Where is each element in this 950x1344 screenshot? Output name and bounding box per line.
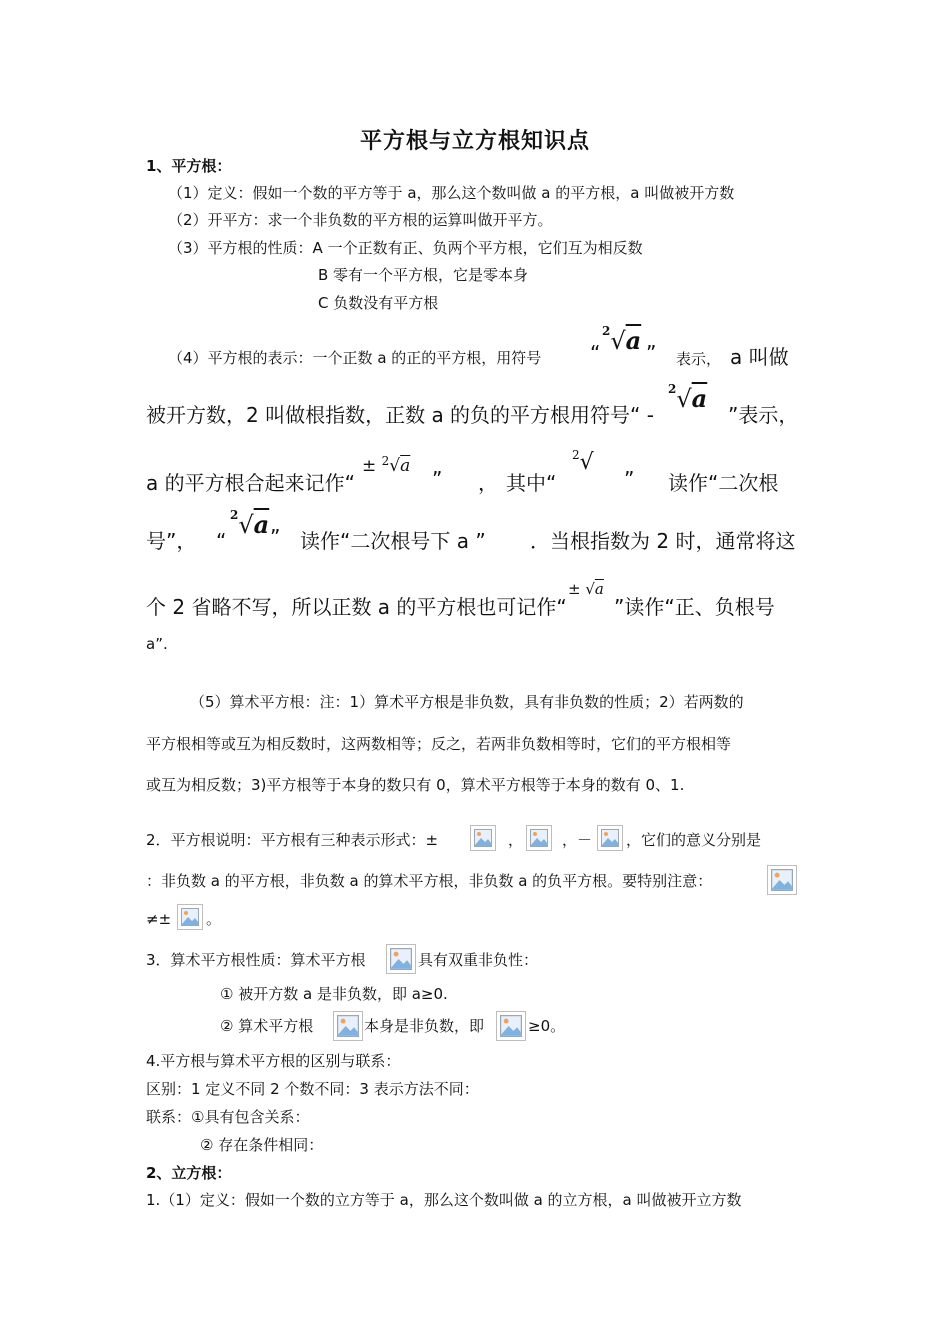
nonneg-item-2b: 本身是非负数，即 xyxy=(364,1017,485,1035)
quote-close-3: ” xyxy=(624,467,635,491)
image-placeholder-icon xyxy=(386,944,416,974)
arith-property-line: 3．算术平方根性质：算术平方根 xyxy=(146,951,366,969)
quote-open: “ xyxy=(590,341,601,365)
root-symbol-neg: $^2$√a xyxy=(668,382,708,413)
section-heading-cube-root: 2、立方根： xyxy=(146,1164,232,1182)
image-placeholder-icon xyxy=(177,904,203,930)
sqrt-notes-line-1-end: ，它们的意义分别是 xyxy=(626,831,762,849)
page-title: 平方根与立方根知识点 xyxy=(359,129,590,154)
arith-root-line-3: 或互为相反数；3)平方根等于本身的数只有 0，算术平方根等于本身的数有 0、1. xyxy=(146,776,685,794)
representation-line-5: 个 2 省略不写，所以正数 a 的平方根也可记作“ xyxy=(146,595,567,619)
representation-line-4c: ．当根指数为 2 时，通常将这 xyxy=(530,529,796,553)
quote-close-4: ” xyxy=(270,525,281,549)
comma-1: ， xyxy=(508,831,524,849)
pm-sqrt-symbol: ± √a xyxy=(568,580,604,598)
representation-text: 表示， xyxy=(676,350,722,368)
difference-line: 区别：1 定义不同 2 个数不同：3 表示方法不同： xyxy=(146,1080,479,1098)
image-placeholder-icon xyxy=(470,825,496,851)
arith-property-line-end: 具有双重非负性： xyxy=(418,951,539,969)
nonneg-item-1: ① 被开方数 a 是非负数，即 a≥0. xyxy=(220,985,448,1003)
property-c-line: C 负数没有平方根 xyxy=(318,294,439,312)
image-placeholder-icon xyxy=(597,825,623,851)
representation-line-3: a 的平方根合起来记作“ xyxy=(146,471,355,495)
quote-open-4: “ xyxy=(216,529,227,553)
relation-line-2: ② 存在条件相同： xyxy=(200,1136,324,1154)
quote-close-2: ” xyxy=(432,467,443,491)
sqrt-notes-line-2: ：非负数 a 的平方根，非负数 a 的算术平方根，非负数 a 的负平方根。要特别注意： xyxy=(146,872,713,890)
nonneg-item-2c: ≥0。 xyxy=(528,1017,566,1035)
period: 。 xyxy=(206,910,222,928)
representation-line-3b: 其中“ xyxy=(506,471,557,495)
image-placeholder-icon xyxy=(496,1011,526,1041)
representation-line-4: 号”， xyxy=(146,529,197,553)
cube-root-definition: 1.（1）定义：假如一个数的立方等于 a，那么这个数叫做 a 的立方根，a 叫做被开立方数 xyxy=(146,1191,742,1209)
representation-line-2: 被开方数，2 叫做根指数，正数 a 的负的平方根用符号“ - xyxy=(146,403,654,427)
comma-minus: ，－ xyxy=(562,831,593,849)
property-a-line: （3）平方根的性质：A 一个正数有正、负两个平方根，它们互为相反数 xyxy=(168,239,643,257)
image-placeholder-icon xyxy=(767,865,797,895)
image-placeholder-icon xyxy=(333,1011,363,1041)
relation-line: 联系：①具有包含关系： xyxy=(146,1108,310,1126)
nonneg-item-2: ② 算术平方根 xyxy=(220,1017,314,1035)
representation-line-5b: ”读作“正、负根号 xyxy=(614,595,775,619)
representation-line-6: a”. xyxy=(146,635,168,653)
quote-close: ” xyxy=(646,341,657,365)
root-symbol-2-a: $^2$√a xyxy=(602,324,642,355)
pm-root-symbol: ± $^2$√a xyxy=(362,454,411,476)
radical-sign-symbol: $^2$√ xyxy=(572,448,594,475)
property-b-line: B 零有一个平方根，它是零本身 xyxy=(318,266,529,284)
root-symbol-read: $^2$√a xyxy=(230,508,270,539)
open-square-line: （2）开平方：求一个非负数的平方根的运算叫做开平方。 xyxy=(168,211,553,229)
difference-heading: 4.平方根与算术平方根的区别与联系： xyxy=(146,1052,401,1070)
representation-line-1: （4）平方根的表示：一个正数 a 的正的平方根，用符号 xyxy=(168,349,542,367)
arith-root-line-2: 平方根相等或互为相反数时，这两数相等；反之，若两非负数相等时，它们的平方根相等 xyxy=(146,735,732,753)
representation-line-3c: 读作“二次根 xyxy=(668,471,779,495)
comma: ， xyxy=(478,471,498,495)
definition-line: （1）定义：假如一个数的平方等于 a，那么这个数叫做 a 的平方根，a 叫做被开方数 xyxy=(168,184,735,202)
representation-line-2-end: ”表示， xyxy=(728,403,799,427)
representation-text-2: a 叫做 xyxy=(730,345,789,369)
sqrt-notes-line-3: ≠± xyxy=(146,910,172,928)
sqrt-notes-line-1: 2．平方根说明：平方根有三种表示形式：± xyxy=(146,831,439,849)
arith-root-line-1: （5）算术平方根：注：1）算术平方根是非负数，具有非负数的性质；2）若两数的 xyxy=(190,693,744,711)
image-placeholder-icon xyxy=(526,825,552,851)
section-heading-square-root: 1、平方根： xyxy=(146,157,232,175)
representation-line-4b: 读作“二次根号下 a ” xyxy=(300,529,486,553)
